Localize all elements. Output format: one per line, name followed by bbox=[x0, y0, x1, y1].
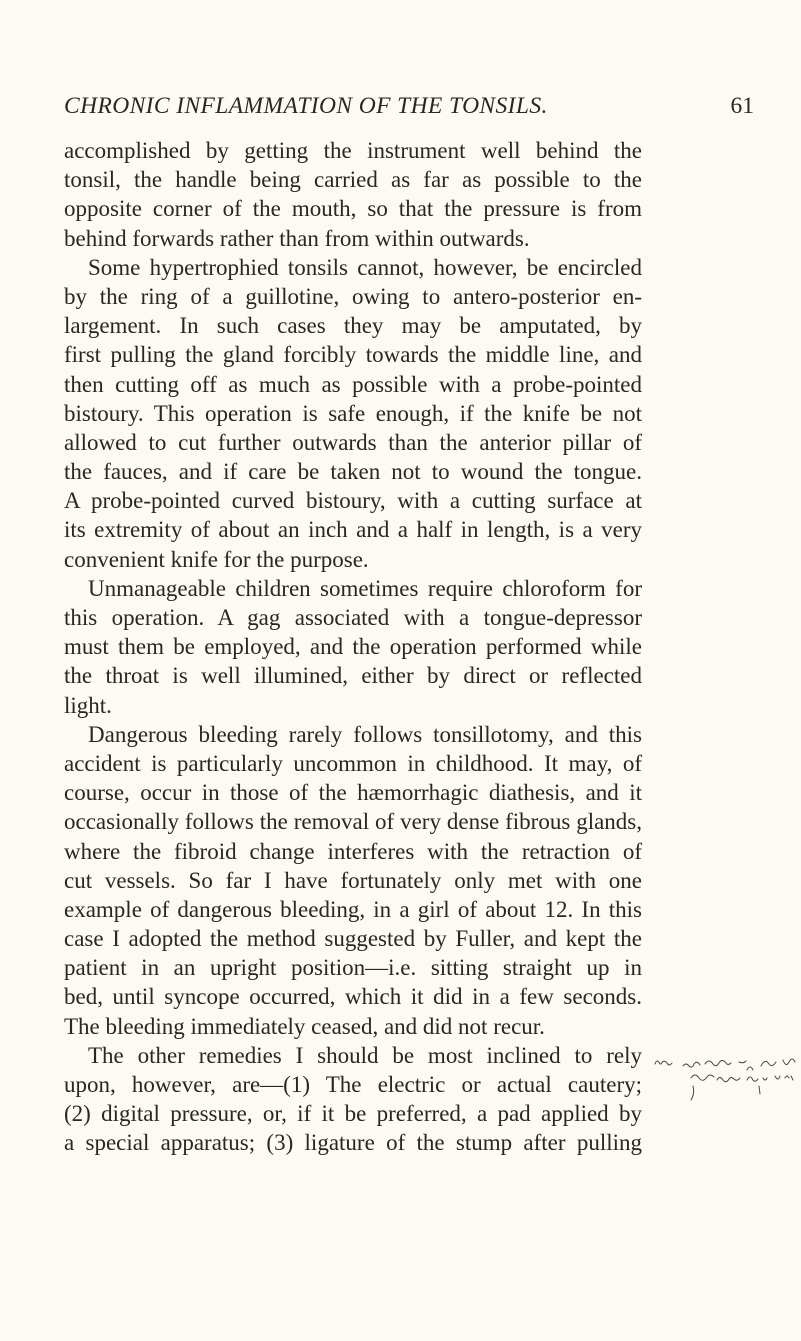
text-line: A probe-pointed curved bistoury, with a cutting surface at bbox=[64, 488, 642, 514]
text-line: where the fibroid change interferes with the retraction of bbox=[64, 838, 642, 864]
text-line: bistoury. This operation is safe enough, if the knife be not bbox=[64, 400, 642, 426]
text-line: example of dangerous bleeding, in a girl of about 12. In this bbox=[64, 896, 642, 922]
text-line: first pulling the gland forcibly towards the middle line, and bbox=[64, 342, 642, 368]
text-line: The other remedies I should be most inclined to rely bbox=[88, 1042, 642, 1068]
text-line: bed, until syncope occurred, which it did in a few seconds. bbox=[64, 984, 642, 1010]
text-line: the fauces, and if care be taken not to wound the tongue. bbox=[64, 459, 642, 485]
text-line: by the ring of a guillotine, owing to antero-posterior en- bbox=[64, 283, 642, 309]
text-line: Some hypertrophied tonsils cannot, however, be encircled bbox=[88, 254, 642, 280]
running-title: CHRONIC INFLAMMATION OF THE TONSILS. bbox=[64, 93, 548, 119]
text-line: this operation. A gag associated with a tongue-depressor bbox=[64, 605, 642, 630]
text-line: opposite corner of the mouth, so that the pressure is from bbox=[64, 196, 642, 222]
text-line: Dangerous bleeding rarely follows tonsillotomy, and this bbox=[88, 721, 642, 747]
text-line: Unmanageable children sometimes require chloroform for bbox=[88, 575, 642, 601]
page-number: 61 bbox=[730, 93, 754, 119]
text-line: occasionally follows the removal of very dense fibrous glands, bbox=[64, 809, 642, 835]
text-line: accomplished by getting the instrument well behind the bbox=[64, 138, 642, 163]
text-line: allowed to cut further outwards than the anterior pillar of bbox=[64, 429, 642, 455]
text-line: must them be employed, and the operation performed while bbox=[64, 634, 642, 660]
text-line: behind forwards rather than from within outwards. bbox=[64, 225, 530, 251]
text-line: light. bbox=[64, 692, 112, 718]
text-line: (2) digital pressure, or, if it be preferred, a pad applied by bbox=[64, 1101, 642, 1127]
text-line: convenient knife for the purpose. bbox=[64, 546, 369, 572]
text-line: patient in an upright position—i.e. sitting straight up in bbox=[64, 955, 642, 981]
text-line: then cutting off as much as possible with a probe-pointed bbox=[64, 371, 642, 397]
text-line: the throat is well illumined, either by direct or reflected bbox=[64, 663, 642, 689]
text-line: tonsil, the handle being carried as far as possible to the bbox=[64, 167, 642, 193]
text-line: upon, however, are—(1) The electric or actual cautery; bbox=[64, 1072, 642, 1097]
text-line: accident is particularly uncommon in childhood. It may, of bbox=[64, 750, 642, 776]
text-line: case I adopted the method suggested by Fuller, and kept the bbox=[64, 926, 642, 952]
handwriting-scribble bbox=[651, 1056, 801, 1104]
handwritten-marginal-note bbox=[651, 1056, 801, 1104]
text-line: a special apparatus; (3) ligature of the stump after pulling bbox=[64, 1130, 642, 1156]
text-line: largement. In such cases they may be amputated, by bbox=[64, 313, 642, 339]
text-line: its extremity of about an inch and a half in length, is a very bbox=[64, 517, 642, 543]
text-line: cut vessels. So far I have fortunately only met with one bbox=[64, 867, 642, 893]
text-line: The bleeding immediately ceased, and did not recur. bbox=[64, 1013, 545, 1039]
body-text bbox=[64, 136, 786, 1158]
text-line: course, occur in those of the hæmorrhagic diathesis, and it bbox=[64, 780, 642, 806]
